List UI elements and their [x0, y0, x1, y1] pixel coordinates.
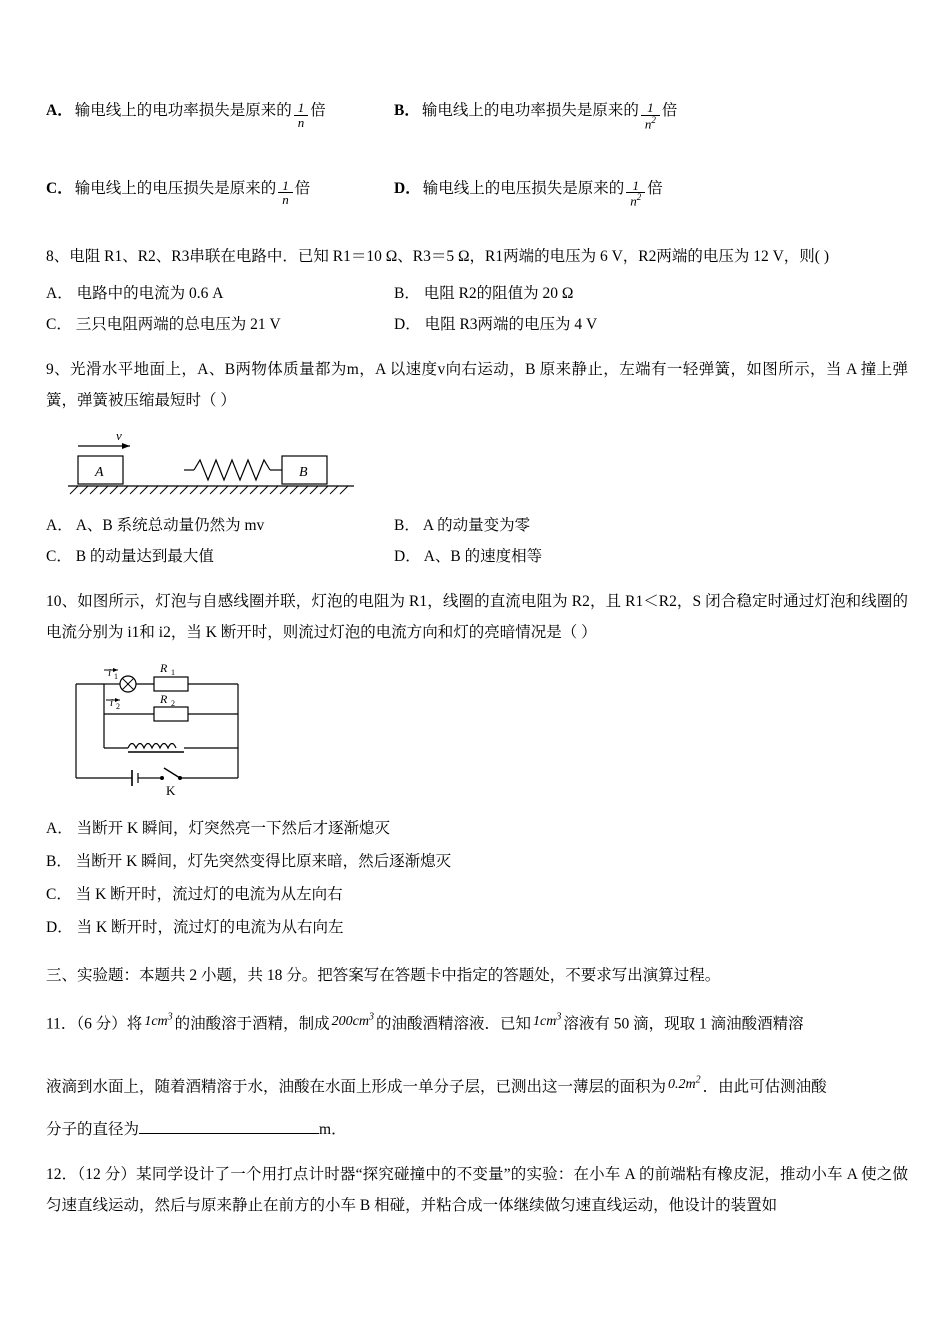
svg-text:i: i — [108, 667, 112, 680]
q7-options-row-1 — [46, 96, 908, 134]
q7-option-c-suffix: 倍 — [294, 179, 311, 197]
q7-option-a-denominator: n — [294, 115, 309, 130]
q7-option-c-fraction — [278, 179, 293, 207]
section-3-heading: 三、实验题：本题共 2 小题，共 18 分。把答案写在答题卡中指定的答题处，不要求写出演算过程。 — [46, 967, 721, 985]
q9-option-b[interactable]: B． A 的动量变为零 — [394, 517, 531, 535]
question-11 — [46, 997, 908, 1050]
q11-part-1: 11．（6 分）将 — [46, 1015, 143, 1033]
q7-option-c-label: C． — [46, 179, 73, 197]
q7-option-b-fraction — [641, 101, 660, 131]
question-10-choices — [46, 812, 908, 944]
q8-option-a[interactable]: A． 电路中的电流为 0.6 A — [46, 285, 224, 303]
question-10-figure — [68, 656, 298, 806]
q7-option-a[interactable] — [46, 96, 394, 134]
q11-part-3: 的油酸酒精溶液．已知 — [375, 1015, 531, 1033]
q9-option-a[interactable]: A． A、B 系统总动量仍然为 mv — [46, 517, 265, 535]
svg-text:2: 2 — [171, 699, 175, 709]
q7-option-d-suffix: 倍 — [647, 179, 663, 197]
q10-option-c[interactable]: C． 当 K 断开时，流过灯的电流为从左向右 — [46, 886, 343, 904]
question-12-stem: 12．（12 分）某同学设计了一个用打点计时器“探究碰撞中的不变量”的实验：在小车 A 的前端粘有橡皮泥，推动小车 A 使之做匀速直线运动，然后与原来静止在前方的小车 B 相碰，并粘合成一体继续做匀速直线运动，他设计的装置如 — [46, 1165, 908, 1214]
question-10-stem: 10、如图所示，灯泡与自感线圈并联，灯泡的电阻为 R1，线圈的直流电阻为 R2，且 R1＜R2，S 闭合稳定时通过灯泡和线圈的电流分别为 i1和 i2，当 K 断开时，则流过灯泡的电流方向和灯的亮暗情况是（ ） — [46, 593, 908, 642]
q9-choice-row-1 — [46, 510, 908, 541]
q11-math-3: $1cm^3$ — [533, 1011, 562, 1029]
q11-part-8: m． — [319, 1120, 347, 1138]
q10-option-b[interactable]: B． 当断开 K 瞬间，灯先突然变得比原来暗，然后逐渐熄灭 — [46, 853, 452, 871]
q8-option-b[interactable]: B． 电阻 R2的阻值为 20 Ω — [394, 285, 574, 303]
inductor-lamp-circuit-diagram — [68, 656, 298, 806]
svg-text:R: R — [160, 692, 168, 707]
q9-choice-row-2 — [46, 541, 908, 572]
q7-option-d-fraction — [626, 179, 645, 209]
q8-choice-row-2 — [46, 309, 908, 340]
q7-option-c-numerator: 1 — [282, 177, 289, 193]
svg-text:v: v — [116, 428, 122, 444]
q7-option-c[interactable] — [46, 174, 394, 212]
q7-option-a-fraction — [294, 101, 309, 129]
svg-text:B: B — [299, 465, 308, 481]
q9-option-d[interactable]: D． A、B 的速度相等 — [394, 548, 543, 566]
q7-option-a-text: 输电线上的电功率损失是原来的 — [74, 102, 292, 119]
question-8-choices — [46, 278, 908, 340]
q11-math-4: $0.2m^2$ — [668, 1073, 701, 1092]
q7-option-d[interactable] — [394, 174, 663, 212]
q7-option-b-numerator: 1 — [647, 100, 654, 115]
q8-option-d[interactable]: D． 电阻 R3两端的电压为 4 V — [394, 316, 598, 334]
q7-option-c-text: 输电线上的电压损失是原来的 — [74, 179, 277, 197]
svg-text:1: 1 — [114, 672, 118, 682]
question-8-stem: 8、电阻 R1、R2、R3串联在电路中．已知 R1＝10 Ω、R3＝5 Ω，R1两端的电压为 6 V，R2两端的电压为 12 V，则( ) — [46, 248, 829, 266]
page-content — [46, 96, 908, 1221]
q7-option-b-text: 输电线上的电功率损失是原来的 — [421, 102, 639, 119]
q11-math-1: $1cm^3$ — [144, 1011, 173, 1029]
question-9-choices — [46, 510, 908, 572]
q11-math-2: $200cm^3$ — [331, 1011, 374, 1029]
q11-part-4: 溶液有 50 滴，现取 1 滴油酸酒精溶 — [563, 1015, 804, 1033]
q7-option-b-suffix: 倍 — [661, 102, 678, 119]
q7-option-a-label: A． — [46, 102, 73, 119]
q8-option-c[interactable]: C． 三只电阻两端的总电压为 21 V — [46, 316, 281, 334]
q11-part-7: 分子的直径为 — [46, 1120, 140, 1138]
q9-option-c[interactable]: C． B 的动量达到最大值 — [46, 548, 214, 566]
q7-option-b-label: B． — [394, 102, 420, 119]
q7-option-d-denominator: $n^2$ — [626, 192, 645, 208]
q11-answer-blank[interactable] — [139, 1118, 319, 1134]
q7-option-d-label: D． — [394, 179, 421, 197]
svg-text:R: R — [160, 661, 168, 676]
q8-choice-row-1 — [46, 278, 908, 309]
q7-option-d-numerator: 1 — [632, 177, 639, 193]
svg-text:i: i — [110, 697, 114, 710]
spring-collision-diagram — [64, 426, 364, 504]
question-9-stem: 9、光滑水平地面上，A、B两物体质量都为m，A 以速度v向右运动，B 原来静止，左端有一轻弹簧，如图所示，当 A 撞上弹簧，弹簧被压缩最短时（ ） — [46, 361, 908, 410]
question-11-answer-line — [46, 1113, 908, 1147]
q10-option-d[interactable]: D． 当 K 断开时，流过灯的电流为从右向左 — [46, 919, 344, 937]
svg-text:A: A — [95, 465, 104, 481]
svg-text:2: 2 — [116, 702, 120, 712]
question-11-continued — [46, 1060, 908, 1113]
q7-option-a-numerator: 1 — [297, 100, 305, 115]
q7-option-b[interactable] — [394, 96, 677, 134]
svg-text:1: 1 — [171, 668, 175, 678]
q11-part-6: ．由此可估测油酸 — [702, 1078, 827, 1096]
q7-option-a-suffix: 倍 — [310, 102, 326, 119]
q7-option-b-denominator: $n^2$ — [641, 115, 660, 131]
q7-option-d-text: 输电线上的电压损失是原来的 — [422, 179, 625, 197]
q11-part-5: 液滴到水面上，随着酒精溶于水，油酸在水面上形成一单分子层，已测出这一薄层的面积为 — [46, 1078, 667, 1096]
q11-part-2: 的油酸溶于酒精，制成 — [174, 1015, 330, 1033]
q7-option-c-denominator: n — [278, 192, 293, 207]
svg-text:K: K — [166, 783, 176, 799]
q10-option-a[interactable]: A． 当断开 K 瞬间，灯突然亮一下然后才逐渐熄灭 — [46, 820, 391, 838]
question-9-figure — [64, 426, 364, 504]
q7-options-row-2 — [46, 174, 908, 212]
